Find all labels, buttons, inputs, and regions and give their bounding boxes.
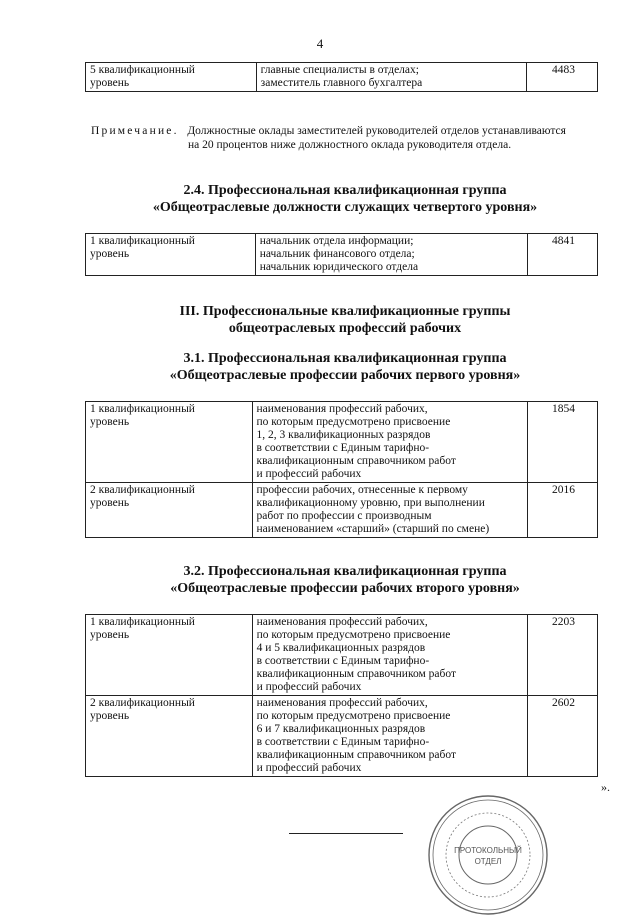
positions-cell-line: и профессий рабочих	[256, 468, 362, 480]
positions-cell	[252, 696, 528, 777]
table-3-2	[85, 614, 598, 777]
salary-cell: 4483	[527, 63, 598, 92]
section-3-title-line-2: общеотраслевых профессий рабочих	[228, 321, 462, 336]
signature-line	[289, 833, 403, 834]
positions-cell-line: по которым предусмотрено присвоение	[256, 416, 451, 428]
positions-cell	[252, 483, 528, 538]
level-cell	[86, 402, 253, 483]
level-cell-line: 2 квалификационный	[90, 697, 195, 709]
level-cell	[86, 696, 253, 777]
level-cell-line: 5 квалификационный	[90, 64, 195, 76]
level-cell-line: уровень	[90, 416, 130, 428]
positions-cell-line: и профессий рабочих	[256, 681, 362, 693]
table-row	[86, 63, 598, 92]
level-cell	[86, 234, 256, 276]
positions-cell-line: начальник отдела информации;	[259, 235, 414, 247]
table-row	[86, 402, 598, 483]
salary-cell: 2602	[528, 696, 598, 777]
positions-cell-line: квалификационному уровню, при выполнении	[256, 497, 485, 509]
closing-quote: ».	[601, 780, 610, 794]
positions-cell-line: наименования профессий рабочих,	[256, 616, 428, 628]
section-2-4-title	[0, 182, 640, 216]
table-top	[85, 62, 598, 92]
section-3-title-line-1: III. Профессиональные квалификационные группы	[179, 304, 511, 319]
positions-cell	[252, 402, 528, 483]
positions-cell-line: работ по профессии с производным	[256, 510, 432, 522]
positions-cell-line: по которым предусмотрено присвоение	[256, 629, 451, 641]
positions-cell-line: 4 и 5 квалификационных разрядов	[256, 642, 426, 654]
salary-cell: 1854	[528, 402, 598, 483]
level-cell-line: 1 квалификационный	[90, 403, 195, 415]
note-line-2: на 20 процентов ниже должностного оклада руководителя отдела.	[188, 139, 512, 151]
table-row	[86, 615, 598, 696]
level-cell-line: 1 квалификационный	[90, 235, 195, 247]
level-cell	[86, 615, 253, 696]
section-3-1-title-line-2: «Общеотраслевые профессии рабочих первого уровня»	[169, 368, 521, 383]
positions-cell-line: наименования профессий рабочих,	[256, 697, 428, 709]
positions-cell-line: квалификационным справочником работ	[256, 455, 456, 467]
positions-cell-line: заместитель главного бухгалтера	[260, 77, 423, 89]
level-cell	[86, 483, 253, 538]
level-cell-line: 1 квалификационный	[90, 616, 195, 628]
section-2-4-title-line-2: «Общеотраслевые должности служащих четвертого уровня»	[152, 200, 538, 215]
table-row	[86, 483, 598, 538]
level-cell-line: уровень	[90, 497, 130, 509]
salary-cell: 2016	[528, 483, 598, 538]
salary-cell: 2203	[528, 615, 598, 696]
positions-cell-line: 1, 2, 3 квалификационных разрядов	[256, 429, 431, 441]
level-cell	[86, 63, 257, 92]
positions-cell-line: в соответствии с Единым тарифно-	[256, 442, 430, 454]
table-2-4	[85, 233, 598, 276]
section-3-2-title-line-1: 3.2. Профессиональная квалификационная группа	[183, 564, 507, 579]
positions-cell-line: наименования профессий рабочих,	[256, 403, 428, 415]
section-2-4-title-line-1: 2.4. Профессиональная квалификационная группа	[183, 183, 507, 198]
positions-cell-line: начальник финансового отдела;	[259, 248, 415, 260]
section-3-2-title	[0, 563, 640, 597]
section-3-1-title-line-1: 3.1. Профессиональная квалификационная группа	[183, 351, 507, 366]
positions-cell-line: главные специалисты в отделах;	[260, 64, 419, 76]
positions-cell-line: квалификационным справочником работ	[256, 668, 456, 680]
positions-cell	[252, 615, 528, 696]
positions-cell-line: и профессий рабочих	[256, 762, 362, 774]
positions-cell	[256, 63, 526, 92]
positions-cell-line: по которым предусмотрено присвоение	[256, 710, 451, 722]
level-cell-line: уровень	[90, 710, 130, 722]
table-3-1	[85, 401, 598, 538]
section-3-1-title	[0, 350, 640, 384]
stamp-text-2: ОТДЕЛ	[474, 857, 502, 866]
positions-cell-line: в соответствии с Единым тарифно-	[256, 736, 430, 748]
positions-cell-line: наименованием «старший» (старший по смене)	[256, 523, 490, 535]
level-cell-line: уровень	[90, 248, 130, 260]
positions-cell-line: в соответствии с Единым тарифно-	[256, 655, 430, 667]
salary-cell: 4841	[528, 234, 598, 276]
positions-cell-line: 6 и 7 квалификационных разрядов	[256, 723, 426, 735]
page-number: 4	[316, 36, 324, 51]
positions-cell-line: профессии рабочих, отнесенные к первому	[256, 484, 468, 496]
positions-cell-line: квалификационным справочником работ	[256, 749, 456, 761]
table-row	[86, 696, 598, 777]
note	[91, 124, 597, 152]
level-cell-line: 2 квалификационный	[90, 484, 195, 496]
level-cell-line: уровень	[90, 77, 130, 89]
table-row	[86, 234, 598, 276]
positions-cell	[255, 234, 527, 276]
stamp-text-1: ПРОТОКОЛЬНЫЙ	[454, 846, 522, 855]
section-3-title	[0, 303, 640, 337]
note-line-1: Должностные оклады заместителей руководителей отделов устанавливаются	[187, 125, 566, 137]
official-stamp	[426, 793, 550, 917]
level-cell-line: уровень	[90, 629, 130, 641]
positions-cell-line: начальник юридического отдела	[259, 261, 419, 273]
section-3-2-title-line-2: «Общеотраслевые профессии рабочих второго уровня»	[170, 581, 520, 596]
note-label: Примечание.	[91, 125, 179, 137]
